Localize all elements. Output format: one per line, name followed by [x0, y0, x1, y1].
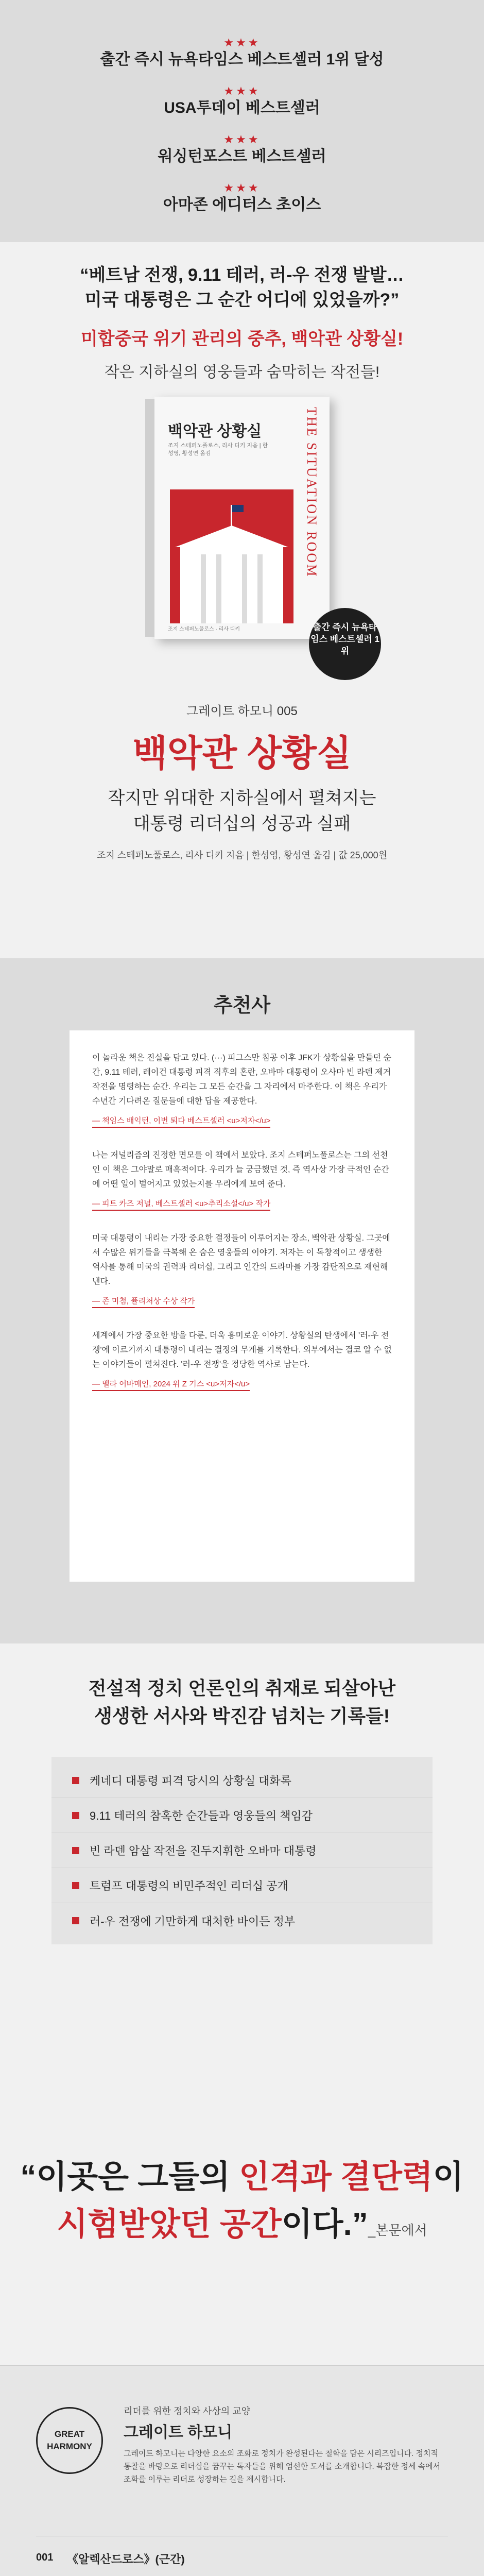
cover-subtitle: 조지 스테퍼노풀로스, 리사 디키 지음 | 한성영, 황성연 옮김	[168, 443, 268, 456]
big-quote-highlight: 인격과 결단력	[239, 2159, 433, 2195]
feature-item	[51, 1763, 433, 1798]
recommendation-text: 나는 저널리즘의 진정한 면모를 이 책에서 보았다. 조지 스테퍼노풀로스는 그의 선천인 이 책은 그야말로 매혹적이다. 우리가 늘 궁금했던 것, 즉 역사상 가장 극적인 순간에 어떤 일이 벌어지고 있었는지를 우리에게 보여 준다.	[92, 1151, 389, 1189]
award-title: 아마존 에디터스 초이스	[163, 196, 321, 213]
star-icons: ★★★	[223, 181, 261, 194]
cover-author: 조지 스테퍼노풀로스 · 리사 디키	[168, 626, 240, 632]
star-icons: ★★★	[223, 84, 261, 97]
recommendation-item	[92, 1148, 392, 1211]
award-item	[0, 36, 484, 70]
book-status: (근간)	[155, 2553, 185, 2566]
recommendation-source: — 벨라 어바메인, 2024 위 Z 기스 <u>저자</u>	[92, 1378, 250, 1391]
series-section	[0, 2365, 484, 2576]
square-bullet-icon	[72, 1882, 79, 1889]
award-item	[0, 133, 484, 167]
recommendations-section	[0, 958, 484, 1643]
award-title: USA투데이 베스트셀러	[164, 99, 320, 116]
highlight-line: 미합중국 위기 관리의 중추, 백악관 상황실!	[80, 329, 404, 349]
series-book-item	[36, 2536, 448, 2576]
features-heading	[0, 1674, 484, 1730]
features-heading-line: 생생한 서사와 박진감 넘치는 기록들!	[94, 1705, 390, 1726]
big-quote-source: _본문에서	[368, 2223, 427, 2238]
book-section	[0, 381, 484, 958]
series-book-list	[36, 2536, 448, 2576]
square-bullet-icon	[72, 1847, 79, 1854]
book-credits: 조지 스테퍼노풀로스, 리사 디키 지음 | 한성영, 황성연 옮김 | 값 25,000원	[96, 850, 388, 860]
recommendation-item	[92, 1329, 392, 1391]
award-title: 출간 즉시 뉴욕타임스 베스트셀러 1위 달성	[100, 51, 384, 68]
tagline-line: 대통령 리더십의 성공과 실패	[133, 814, 351, 834]
recommendation-text: 미국 대통령이 내리는 가장 중요한 결정들이 이루어지는 장소, 백악관 상황실. 그곳에서 수많은 위기들을 극복해 온 숨은 영웅들의 이야기. 저자는 이 독창적이고 생생한 역사를 통해 미국의 권력과 리더십, 그리고 인간의 드라마를 가장 감탄적으로 재현해낸다.	[92, 1234, 390, 1286]
feature-item	[51, 1868, 433, 1903]
square-bullet-icon	[72, 1777, 79, 1784]
features-list	[51, 1757, 433, 1944]
recommendation-source: — 피트 카즈 저널, 베스트셀러 <u>추리소설</u> 작가	[92, 1198, 270, 1211]
award-item	[0, 181, 484, 215]
quote-section	[0, 242, 484, 381]
feature-item	[51, 1903, 433, 1938]
feature-item	[51, 1798, 433, 1833]
big-quote-part: 이	[433, 2159, 464, 2195]
cover-side-title: THE SITUATION ROOM	[304, 407, 319, 578]
features-heading-line: 전설적 정치 언론인의 취재로 되살아난	[88, 1677, 396, 1699]
recommendation-item	[92, 1051, 392, 1128]
recommendations-heading: 추천사	[213, 995, 271, 1016]
award-title: 워싱턴포스트 베스트셀러	[158, 148, 326, 165]
big-quote-part: “이곳은 그들의	[20, 2159, 239, 2195]
recommendation-text: 이 놀라운 책은 진실을 담고 있다. (···) 피그스만 침공 이후 JFK가 상황실을 만들던 순간, 9.11 테러, 레이건 대통령 피격 직후의 혼란, 오바마 대통령이 오사마 빈 라덴 제거 작전을 명령하는 순간. 우리는 그 모든 순간을 그 자리에서 마주한다. 이 책은 우리가 수년간 기다려온 질문들에 대한 답을 제공한다.	[92, 1054, 392, 1106]
recommendation-source: — 존 미첨, 퓰리처상 수상 작가	[92, 1295, 195, 1308]
big-quote-highlight: 시험받았던 공간	[57, 2207, 282, 2242]
series-label: 그레이트 하모니 005	[186, 704, 298, 718]
feature-text: 러-우 전쟁에 기만하게 대처한 바이든 정부	[90, 1914, 296, 1928]
book-spine	[145, 399, 154, 637]
book-name: 《알렉산드로스》	[67, 2553, 155, 2566]
book-cover	[154, 397, 330, 639]
series-tagline: 리더를 위한 정치와 사상의 교양	[124, 2406, 251, 2416]
recommendation-source: — 책임스 배익턴, 이번 퇴다 베스트셀러 <u>저자</u>	[92, 1115, 270, 1128]
recommendation-text: 세계에서 가장 중요한 방을 다룬, 더욱 흥미로운 이야기. 상황실의 탄생에서 '러-우 전쟁'에 이르기까지 대통령이 내리는 결정의 무게를 기록한다. 외부에서는 결코 알 수 없는 이야기들이 펼쳐진다. '러-우 전쟁'을 정당한 역사로 남는다.	[92, 1331, 392, 1369]
series-title: 그레이트 하모니	[124, 2424, 233, 2441]
white-house-illustration	[170, 489, 293, 623]
tagline-line: 작지만 위대한 지하실에서 펼쳐지는	[108, 788, 376, 808]
big-quote	[0, 2154, 484, 2254]
recommendation-item	[92, 1231, 392, 1308]
book-title: 백악관 상황실	[132, 733, 352, 773]
square-bullet-icon	[72, 1812, 79, 1819]
recommendations-card	[70, 1030, 414, 1582]
big-quote-part: 이다.”	[281, 2207, 368, 2242]
big-quote-section	[0, 2097, 484, 2365]
square-bullet-icon	[72, 1917, 79, 1924]
award-item	[0, 84, 484, 118]
bestseller-badge: 출간 즉시 뉴욕타임스 베스트셀러 1위	[309, 608, 381, 680]
series-description: 그레이트 하모니는 다양한 요소의 조화로 정치가 완성된다는 철학을 담은 시리즈입니다. 정치적 통찰을 바탕으로 리더십을 꿈꾸는 독자들을 위해 엄선한 도서를 소개합니다. 복잡한 정세 속에서 조화를 이루는 리더로 성장하는 길을 제시합니다.	[124, 2449, 441, 2484]
quote-line: “베트남 전쟁, 9.11 테러, 러-우 전쟁 발발…	[80, 265, 404, 285]
feature-text: 케네디 대통령 피격 당시의 상황실 대화록	[90, 1774, 291, 1787]
great-harmony-logo: GREAT HARMONY	[36, 2407, 103, 2474]
feature-item	[51, 1833, 433, 1868]
features-section	[0, 1643, 484, 2097]
feature-text: 9.11 테러의 참혹한 순간들과 영웅들의 책임감	[90, 1809, 313, 1822]
sub-line: 작은 지하실의 영웅들과 숨막히는 작전들!	[104, 364, 380, 381]
book-number: 001	[36, 2552, 54, 2563]
star-icons: ★★★	[223, 133, 261, 146]
awards-section	[0, 0, 484, 242]
quote-line: 미국 대통령은 그 순간 어디에 있었을까?”	[84, 290, 400, 310]
star-icons: ★★★	[223, 36, 261, 49]
feature-text: 트럼프 대통령의 비민주적인 리더십 공개	[90, 1879, 288, 1892]
feature-text: 빈 라덴 암살 작전을 진두지휘한 오바마 대통령	[90, 1844, 317, 1857]
cover-title: 백악관 상황실	[168, 423, 262, 440]
